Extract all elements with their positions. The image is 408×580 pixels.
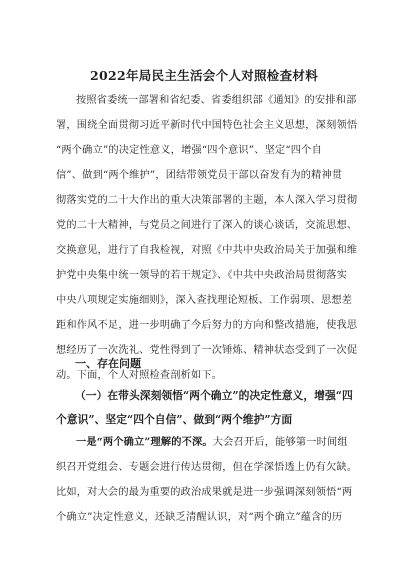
subheading-line: 个意识”、坚定“四个自信”、做到“两个维护”方面 [56,413,293,426]
text-line: 信”、做到“两个维护”，团结带领党员干部以奋发有为的精神贯 [56,170,343,181]
document-title: 2022年局民主生活会个人对照检查材料 [90,68,318,83]
text-line: 个确立”决定性意义，还缺乏清醒认识，对“两个确立”蕴含的历 [56,512,343,523]
text-line: 距和作风不足，进一步明确了今后努力的方向和整改措施，使我思 [56,320,358,331]
text-line: 彻落实党的二十大作出的重大决策部署的主题，本人深入学习贯彻 [56,195,358,206]
text-line: 交换意见，进行了自我检视，对照《中共中央政治局关于加强和维 [56,245,358,256]
text-line: “两个确立”的决定性意义，增强“四个意识”、坚定“四个自 [56,145,322,156]
lead-rest: 大会召开后，能够第一时间组 [212,437,348,448]
subheading-line: （一）在带头深刻领悟“两个确立”的决定性意义，增强“四 [75,389,353,402]
text-line: 中央八项规定实施细则》，深入查找理论短板、工作弱项、思想差 [56,295,353,306]
text-line: 按照省委统一部署和省纪委、省委组织部《通知》的安排和部 [76,95,357,106]
text-line: 想经历了一次洗礼、党性得到了一次锤炼、精神状态受到了一次促 [56,345,358,356]
intro-paragraph [56,88,358,388]
text-line: 护党中央集中统一领导的若干规定》、《中共中央政治局贯彻落实 [56,270,348,281]
section-heading: 一、存在问题 [75,357,141,370]
text-line: 比如，对大会的最为重要的政治成果就是进一步强调深刻领悟“两 [56,487,353,498]
text-line: 动。下面，个人对照检查剖析如下。 [56,370,223,381]
text-line: 织召开党组会、专题会进行传达贯彻，但在学深悟透上仍有欠缺。 [56,462,358,473]
text-line [56,430,352,455]
text-line: 署，围绕全面贯彻习近平新时代中国特色社会主义思想，深刻领悟 [56,120,358,131]
subsection-heading [56,384,365,432]
body-paragraph [56,430,358,530]
text-line: 党的二十大精神，与党员之间进行了深入的谈心谈话，交流思想、 [56,220,358,231]
lead-phrase: 一是“两个确立”理解的不深。 [76,436,213,448]
